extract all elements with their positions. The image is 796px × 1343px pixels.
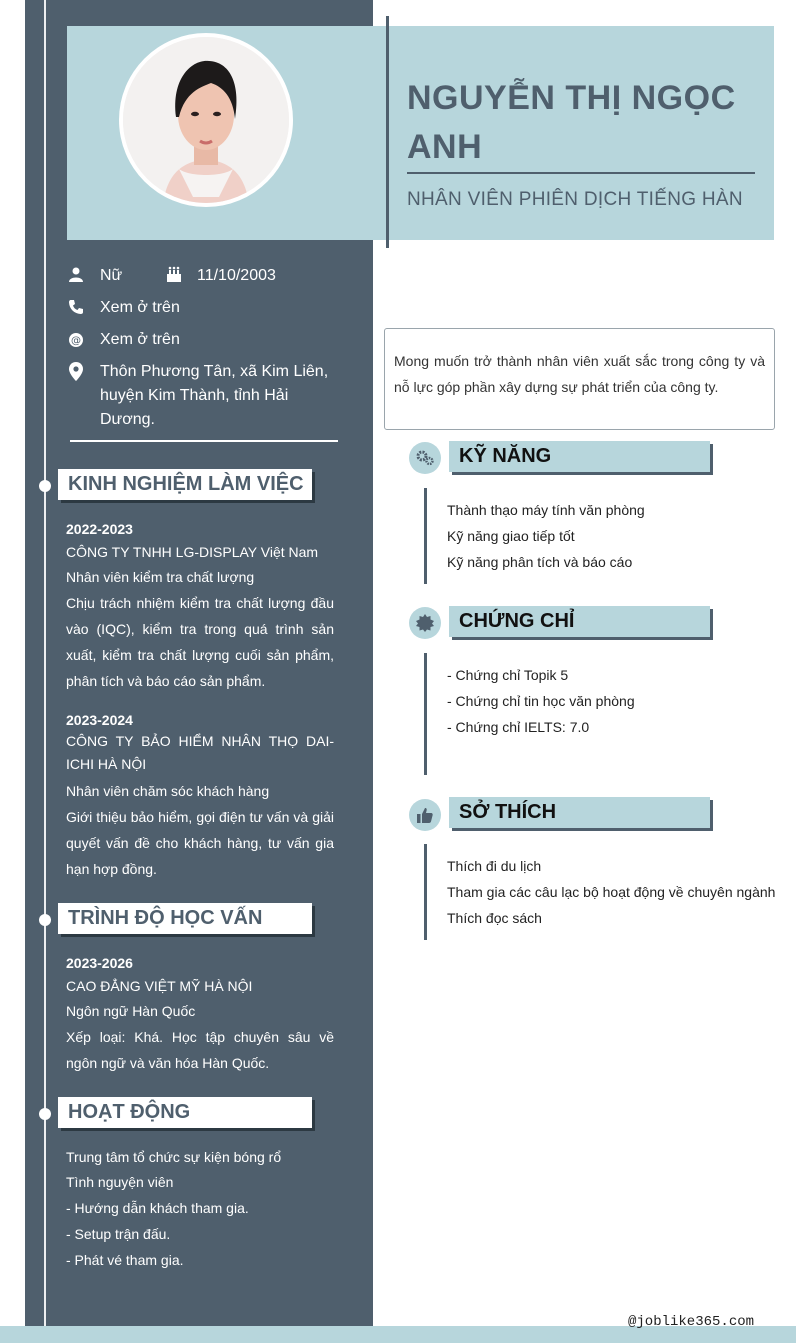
activity-line: - Phát vé tham gia. bbox=[66, 1252, 184, 1268]
experience-company: CÔNG TY TNHH LG-DISPLAY Việt Nam bbox=[66, 544, 319, 560]
hobby-item: Tham gia các câu lạc bộ hoạt động về chuyên ngành bbox=[447, 884, 776, 900]
birthday-value: 11/10/2003 bbox=[197, 267, 276, 284]
skill-item: Kỹ năng giao tiếp tốt bbox=[447, 528, 575, 544]
hobby-item: Thích đọc sách bbox=[447, 910, 542, 926]
hobbies-bar bbox=[424, 844, 427, 940]
education-heading: TRÌNH ĐỘ HỌC VẤN bbox=[58, 903, 312, 934]
experience-heading: KINH NGHIỆM LÀM VIỆC bbox=[58, 469, 312, 500]
header-divider bbox=[386, 16, 389, 248]
education-major: Ngôn ngữ Hàn Quốc bbox=[66, 1003, 196, 1019]
skill-item: Thành thạo máy tính văn phòng bbox=[447, 502, 645, 518]
timeline-line bbox=[44, 0, 46, 1343]
certificate-item: - Chứng chỉ tin học văn phòng bbox=[447, 693, 635, 709]
objective-text: Mong muốn trở thành nhân viên xuất sắc trong công ty và nỗ lực góp phần xây dựng sự phát triển của công ty. bbox=[394, 353, 765, 395]
experience-description: Chịu trách nhiệm kiểm tra chất lượng đầu vào (IQC), kiểm tra trong quá trình sản xuất, kiểm tra chất lượng cuối sản phẩm, phân tích và báo cáo sản phẩm. bbox=[66, 595, 334, 689]
skill-item: Kỹ năng phân tích và báo cáo bbox=[447, 554, 633, 570]
thumbs-up-icon bbox=[409, 799, 441, 831]
email-value: Xem ở trên bbox=[100, 331, 180, 348]
activity-line: Trung tâm tổ chức sự kiện bóng rổ bbox=[66, 1149, 282, 1165]
certificates-bar bbox=[424, 653, 427, 775]
experience-period: 2023-2024 bbox=[66, 712, 133, 728]
experience-company: CÔNG TY BẢO HIỂM NHÂN THỌ DAI-ICHI HÀ NỘI bbox=[66, 733, 334, 772]
activity-line: - Hướng dẫn khách tham gia. bbox=[66, 1200, 249, 1216]
certificate-item: - Chứng chỉ IELTS: 7.0 bbox=[447, 719, 590, 735]
svg-text:@: @ bbox=[71, 335, 81, 347]
experience-role: Nhân viên chăm sóc khách hàng bbox=[66, 783, 270, 799]
activity-line: Tình nguyện viên bbox=[66, 1174, 174, 1190]
skills-bar bbox=[424, 488, 427, 584]
candidate-name: NGUYỄN THỊ NGỌC ANH bbox=[407, 79, 736, 166]
certificates-heading: CHỨNG CHỈ bbox=[449, 606, 710, 637]
skills-heading: KỸ NĂNG bbox=[449, 441, 710, 472]
name-underline bbox=[407, 172, 755, 174]
activity-line: - Setup trận đấu. bbox=[66, 1226, 171, 1242]
gender-value: Nữ bbox=[100, 267, 123, 284]
education-school: CAO ĐẲNG VIỆT MỸ HÀ NỘI bbox=[66, 978, 253, 994]
experience-role: Nhân viên kiểm tra chất lượng bbox=[66, 569, 255, 585]
timeline-dot bbox=[39, 914, 51, 926]
activities-heading: HOẠT ĐỘNG bbox=[58, 1097, 312, 1128]
watermark: @joblike365.com bbox=[628, 1314, 755, 1330]
timeline-dot bbox=[39, 1108, 51, 1120]
badge-icon bbox=[409, 607, 441, 639]
cake-icon bbox=[166, 265, 182, 281]
hobbies-heading: SỞ THÍCH bbox=[449, 797, 710, 828]
phone-icon bbox=[68, 299, 84, 315]
experience-period: 2022-2023 bbox=[66, 521, 133, 537]
gears-icon bbox=[409, 442, 441, 474]
address-value: Thôn Phương Tân, xã Kim Liên, huyện Kim Thành, tỉnh Hải Dương. bbox=[100, 363, 329, 428]
avatar bbox=[123, 37, 289, 203]
location-icon bbox=[68, 363, 84, 379]
contact-separator bbox=[70, 440, 338, 442]
phone-value: Xem ở trên bbox=[100, 299, 180, 316]
experience-description: Giới thiệu bảo hiểm, gọi điện tư vấn và giải quyết vấn đề cho khách hàng, tư vấn gia hạn hợp đồng. bbox=[66, 809, 334, 877]
education-period: 2023-2026 bbox=[66, 955, 133, 971]
avatar-illustration bbox=[123, 37, 289, 203]
certificate-item: - Chứng chỉ Topik 5 bbox=[447, 667, 569, 683]
job-title: NHÂN VIÊN PHIÊN DỊCH TIẾNG HÀN bbox=[407, 189, 743, 210]
email-icon bbox=[68, 332, 84, 348]
education-description: Xếp loại: Khá. Học tập chuyên sâu về ngôn ngữ và văn hóa Hàn Quốc. bbox=[66, 1029, 334, 1071]
hobby-item: Thích đi du lịch bbox=[447, 858, 542, 874]
timeline-dot bbox=[39, 480, 51, 492]
user-icon bbox=[68, 266, 84, 282]
